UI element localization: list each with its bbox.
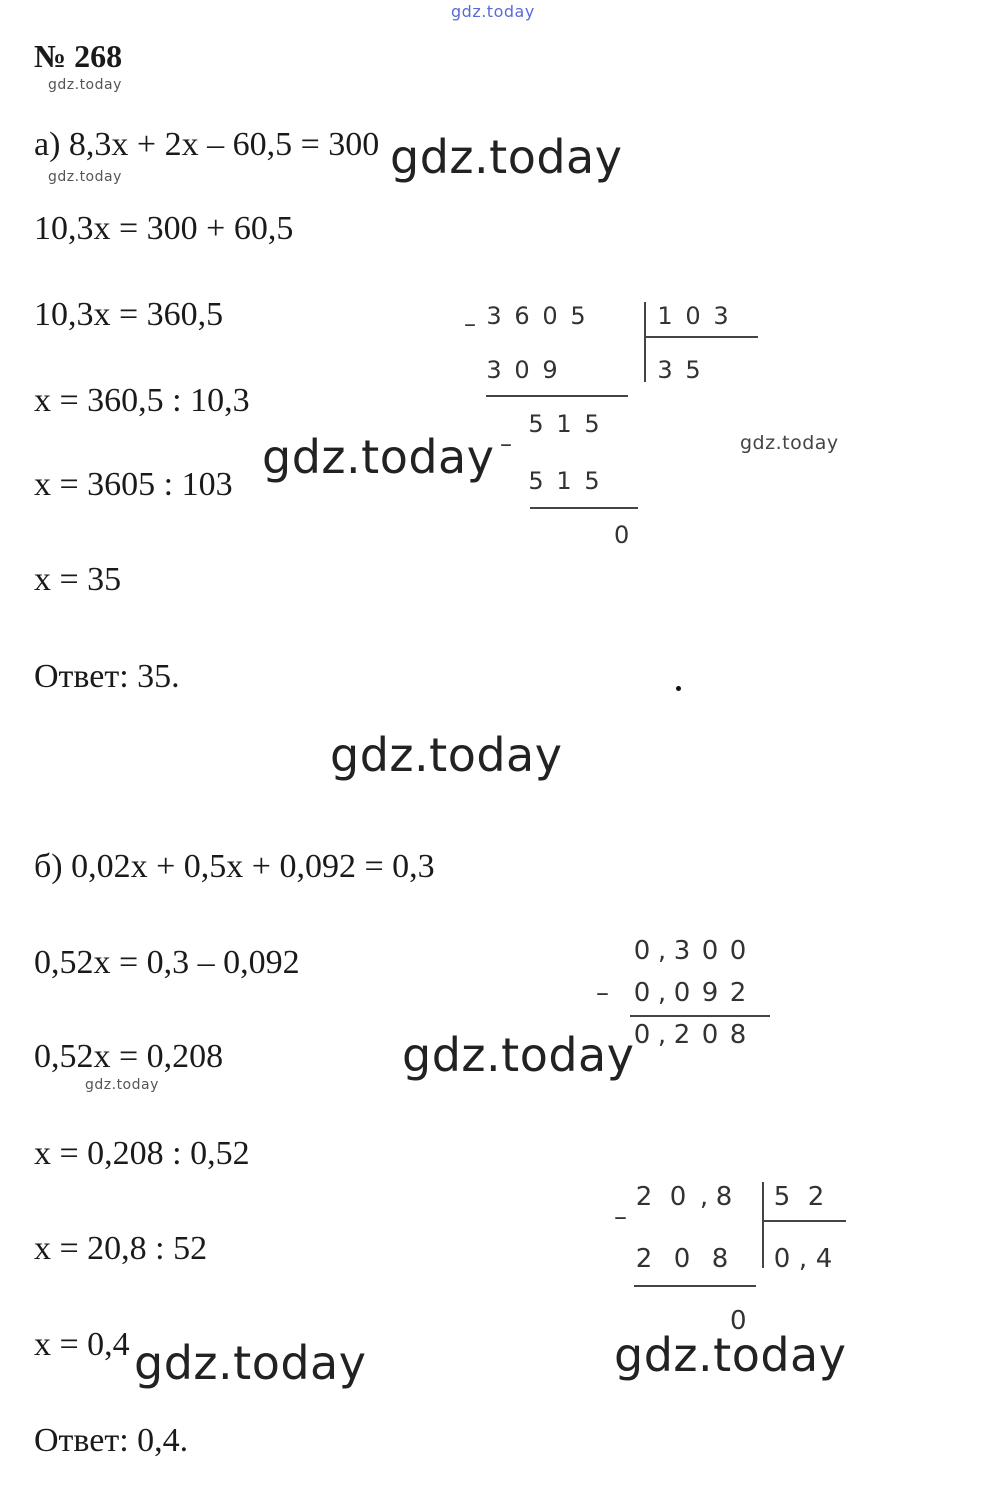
part-b-line-3: 0,52x = 0,208 (34, 1038, 224, 1075)
digit: 2 (635, 1182, 653, 1212)
digit: 3 (486, 302, 502, 330)
digit: 3 (673, 936, 691, 966)
part-b-line-4: x = 0,208 : 0,52 (34, 1135, 250, 1172)
problem-number: № 268 (34, 38, 123, 74)
division-b-remainder: 0 (730, 1306, 747, 1336)
digit: 5 (528, 467, 544, 495)
digit: 0 (701, 936, 719, 966)
subtraction-minuend (628, 938, 752, 964)
digit: 0 (633, 978, 651, 1008)
digit: 2 (807, 1182, 825, 1212)
digit: 3 (486, 356, 502, 384)
minus-sign: – (500, 430, 512, 458)
watermark-mid: gdz.today (740, 432, 839, 454)
watermark-big: gdz.today (330, 728, 563, 782)
watermark-big: gdz.today (262, 430, 495, 484)
digit: 0 (673, 978, 691, 1008)
digit: 4 (815, 1244, 833, 1274)
digit: 5 (773, 1182, 791, 1212)
divider-horizontal (762, 1220, 846, 1222)
digit: , (798, 1244, 808, 1274)
digit: 5 (584, 410, 600, 438)
division-b-divisor (768, 1184, 836, 1210)
digit: 1 (657, 302, 673, 330)
digit: 0 (701, 1020, 719, 1050)
divider-vertical (644, 302, 646, 382)
digit: 2 (635, 1244, 653, 1274)
digit: 0 (542, 302, 558, 330)
watermark-small: gdz.today (48, 169, 122, 185)
digit: 0 (685, 302, 701, 330)
division-a-remainder2: 0 (614, 521, 630, 549)
digit: 3 (657, 356, 673, 384)
digit: 5 (685, 356, 701, 384)
part-b-line-2: 0,52x = 0,3 – 0,092 (34, 944, 300, 981)
digit: , (657, 1020, 667, 1050)
part-a-answer: Ответ: 35. (34, 658, 180, 695)
division-b-step1 (630, 1246, 734, 1272)
digit: 0 (633, 936, 651, 966)
underline (486, 395, 628, 397)
watermark-small: gdz.today (48, 77, 122, 93)
digit: 1 (556, 467, 572, 495)
digit: 5 (570, 302, 586, 330)
division-a-step2 (522, 469, 606, 493)
digit: 0 (773, 1244, 791, 1274)
subtraction-subtrahend (628, 980, 752, 1006)
subtraction-result (628, 1022, 752, 1048)
digit: 6 (514, 302, 530, 330)
digit: 8 (729, 1020, 747, 1050)
digit: 5 (584, 467, 600, 495)
digit: 8 (715, 1182, 733, 1212)
division-a-dividend (480, 304, 592, 328)
part-a-line-5: x = 3605 : 103 (34, 466, 233, 503)
digit: 9 (542, 356, 558, 384)
divider-horizontal (644, 336, 758, 338)
part-a-line-3: 10,3x = 360,5 (34, 296, 224, 333)
digit: 1 (556, 410, 572, 438)
division-a-step1 (480, 358, 564, 382)
minus-sign: – (596, 978, 609, 1008)
divider-vertical (762, 1182, 764, 1268)
watermark-top: gdz.today (451, 2, 535, 21)
watermark-big: gdz.today (402, 1028, 635, 1082)
watermark-small: gdz.today (85, 1077, 159, 1093)
digit: 5 (528, 410, 544, 438)
watermark-big: gdz.today (614, 1328, 847, 1382)
underline (530, 507, 638, 509)
digit: 8 (711, 1244, 729, 1274)
part-b-line-5: x = 20,8 : 52 (34, 1230, 208, 1267)
division-a-divisor (651, 304, 735, 328)
digit: 0 (669, 1182, 687, 1212)
watermark-big: gdz.today (134, 1336, 367, 1390)
minus-sign: – (464, 310, 476, 338)
part-b-line-6: x = 0,4 (34, 1326, 130, 1363)
watermark-big: gdz.today (390, 130, 623, 184)
minus-sign: – (614, 1202, 627, 1232)
underline (630, 1015, 770, 1017)
digit: 9 (701, 978, 719, 1008)
division-a-quotient (651, 358, 707, 382)
part-a-line-1: а) 8,3x + 2x – 60,5 = 300 (34, 126, 380, 163)
digit: 2 (673, 1020, 691, 1050)
digit: 0 (729, 936, 747, 966)
digit: 2 (729, 978, 747, 1008)
digit: , (657, 936, 667, 966)
digit: 0 (673, 1244, 691, 1274)
underline (634, 1285, 756, 1287)
part-b-answer: Ответ: 0,4. (34, 1422, 189, 1459)
part-a-line-6: x = 35 (34, 561, 122, 598)
division-b-quotient (768, 1246, 838, 1272)
digit: 3 (713, 302, 729, 330)
part-a-line-4: x = 360,5 : 10,3 (34, 382, 250, 419)
part-b-line-1: б) 0,02x + 0,5x + 0,092 = 0,3 (34, 848, 435, 885)
dot (676, 686, 681, 691)
division-b-dividend (630, 1184, 738, 1210)
part-a-line-2: 10,3x = 300 + 60,5 (34, 210, 294, 247)
digit: 0 (633, 1020, 651, 1050)
digit: , (699, 1182, 709, 1212)
division-a-remainder1 (522, 412, 606, 436)
digit: , (657, 978, 667, 1008)
digit: 0 (514, 356, 530, 384)
